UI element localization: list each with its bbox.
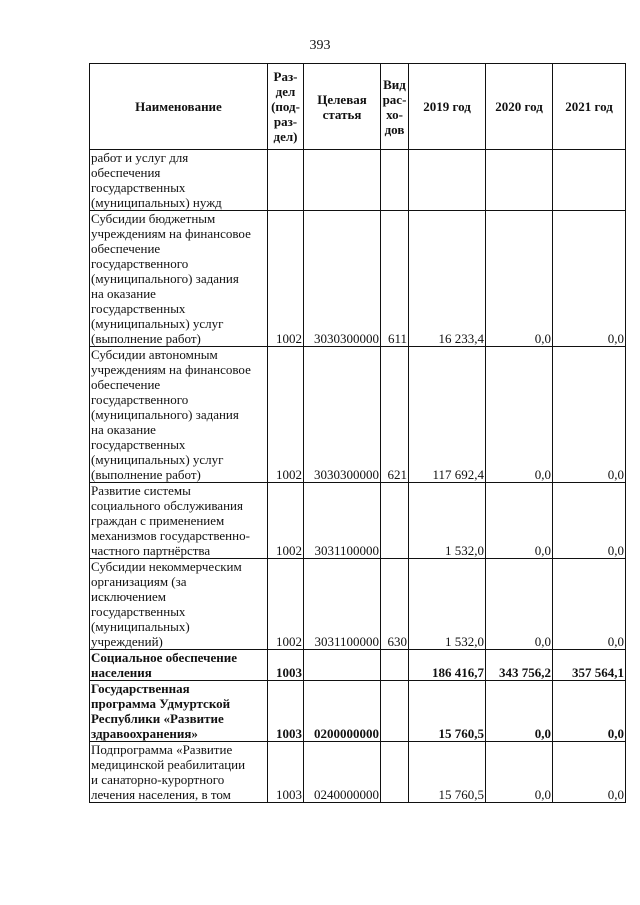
table-row	[90, 650, 626, 681]
cell-name: Социальное обеспечение населения	[90, 650, 268, 681]
cell-section: 1002	[268, 211, 304, 347]
cell-2019: 1 532,0	[409, 559, 486, 650]
cell-2021: 0,0	[553, 483, 626, 559]
page-number: 393	[309, 38, 331, 53]
cell-section	[268, 150, 304, 211]
cell-2021: 0,0	[553, 559, 626, 650]
cell-section: 1003	[268, 742, 304, 803]
cell-section: 1002	[268, 559, 304, 650]
cell-target: 0240000000	[304, 742, 381, 803]
header-type: Вид рас- хо- дов	[381, 64, 409, 150]
cell-target: 3030300000	[304, 347, 381, 483]
table-row	[90, 681, 626, 742]
cell-section: 1003	[268, 681, 304, 742]
header-2021: 2021 год	[553, 64, 626, 150]
cell-target: 0200000000	[304, 681, 381, 742]
table-row	[90, 211, 626, 347]
cell-type	[381, 742, 409, 803]
cell-name: Субсидии бюджетным учреждениям на финансовое обеспечение государственного (муниципального) задания на оказание государственных (муниципальных) услуг (выполнение работ)	[90, 211, 268, 347]
header-target: Целевая статья	[304, 64, 381, 150]
cell-section: 1002	[268, 483, 304, 559]
cell-2020: 0,0	[486, 559, 553, 650]
cell-name: Развитие системы социального обслуживания граждан с применением механизмов государственно- частного партнёрства	[90, 483, 268, 559]
header-section: Раз- дел (под- раз- дел)	[268, 64, 304, 150]
cell-type	[381, 681, 409, 742]
budget-table	[89, 63, 626, 803]
cell-2019: 1 532,0	[409, 483, 486, 559]
cell-2019: 16 233,4	[409, 211, 486, 347]
cell-name: Подпрограмма «Развитие медицинской реабилитации и санаторно-курортного лечения населения, в том	[90, 742, 268, 803]
header-2020: 2020 год	[486, 64, 553, 150]
cell-target	[304, 650, 381, 681]
cell-2021: 0,0	[553, 347, 626, 483]
cell-2021: 0,0	[553, 211, 626, 347]
cell-target	[304, 150, 381, 211]
cell-2021: 0,0	[553, 742, 626, 803]
cell-2021: 357 564,1	[553, 650, 626, 681]
cell-section: 1003	[268, 650, 304, 681]
cell-2020: 0,0	[486, 211, 553, 347]
cell-2019: 15 760,5	[409, 681, 486, 742]
cell-2019: 117 692,4	[409, 347, 486, 483]
cell-2020: 0,0	[486, 681, 553, 742]
cell-2019	[409, 150, 486, 211]
table-row	[90, 559, 626, 650]
table-row	[90, 483, 626, 559]
cell-type	[381, 150, 409, 211]
cell-2020	[486, 150, 553, 211]
cell-type	[381, 483, 409, 559]
cell-2021	[553, 150, 626, 211]
cell-2021: 0,0	[553, 681, 626, 742]
cell-2019: 15 760,5	[409, 742, 486, 803]
header-row	[90, 64, 626, 150]
cell-section: 1002	[268, 347, 304, 483]
cell-target: 3031100000	[304, 559, 381, 650]
cell-2020: 0,0	[486, 742, 553, 803]
cell-2020: 0,0	[486, 483, 553, 559]
cell-target: 3030300000	[304, 211, 381, 347]
cell-type	[381, 650, 409, 681]
cell-type: 621	[381, 347, 409, 483]
cell-name: работ и услуг для обеспечения государственных (муниципальных) нужд	[90, 150, 268, 211]
cell-type: 630	[381, 559, 409, 650]
header-name: Наименование	[90, 64, 268, 150]
header-2019: 2019 год	[409, 64, 486, 150]
table-row	[90, 150, 626, 211]
cell-name: Субсидии некоммерческим организациям (за исключением государственных (муниципальных) учреждений)	[90, 559, 268, 650]
cell-2020: 343 756,2	[486, 650, 553, 681]
cell-name: Государственная программа Удмуртской Республики «Развитие здравоохранения»	[90, 681, 268, 742]
cell-name: Субсидии автономным учреждениям на финансовое обеспечение государственного (муниципального) задания на оказание государственных (муниципальных) услуг (выполнение работ)	[90, 347, 268, 483]
table-row	[90, 347, 626, 483]
cell-type: 611	[381, 211, 409, 347]
cell-target: 3031100000	[304, 483, 381, 559]
table-row	[90, 742, 626, 803]
cell-2019: 186 416,7	[409, 650, 486, 681]
cell-2020: 0,0	[486, 347, 553, 483]
